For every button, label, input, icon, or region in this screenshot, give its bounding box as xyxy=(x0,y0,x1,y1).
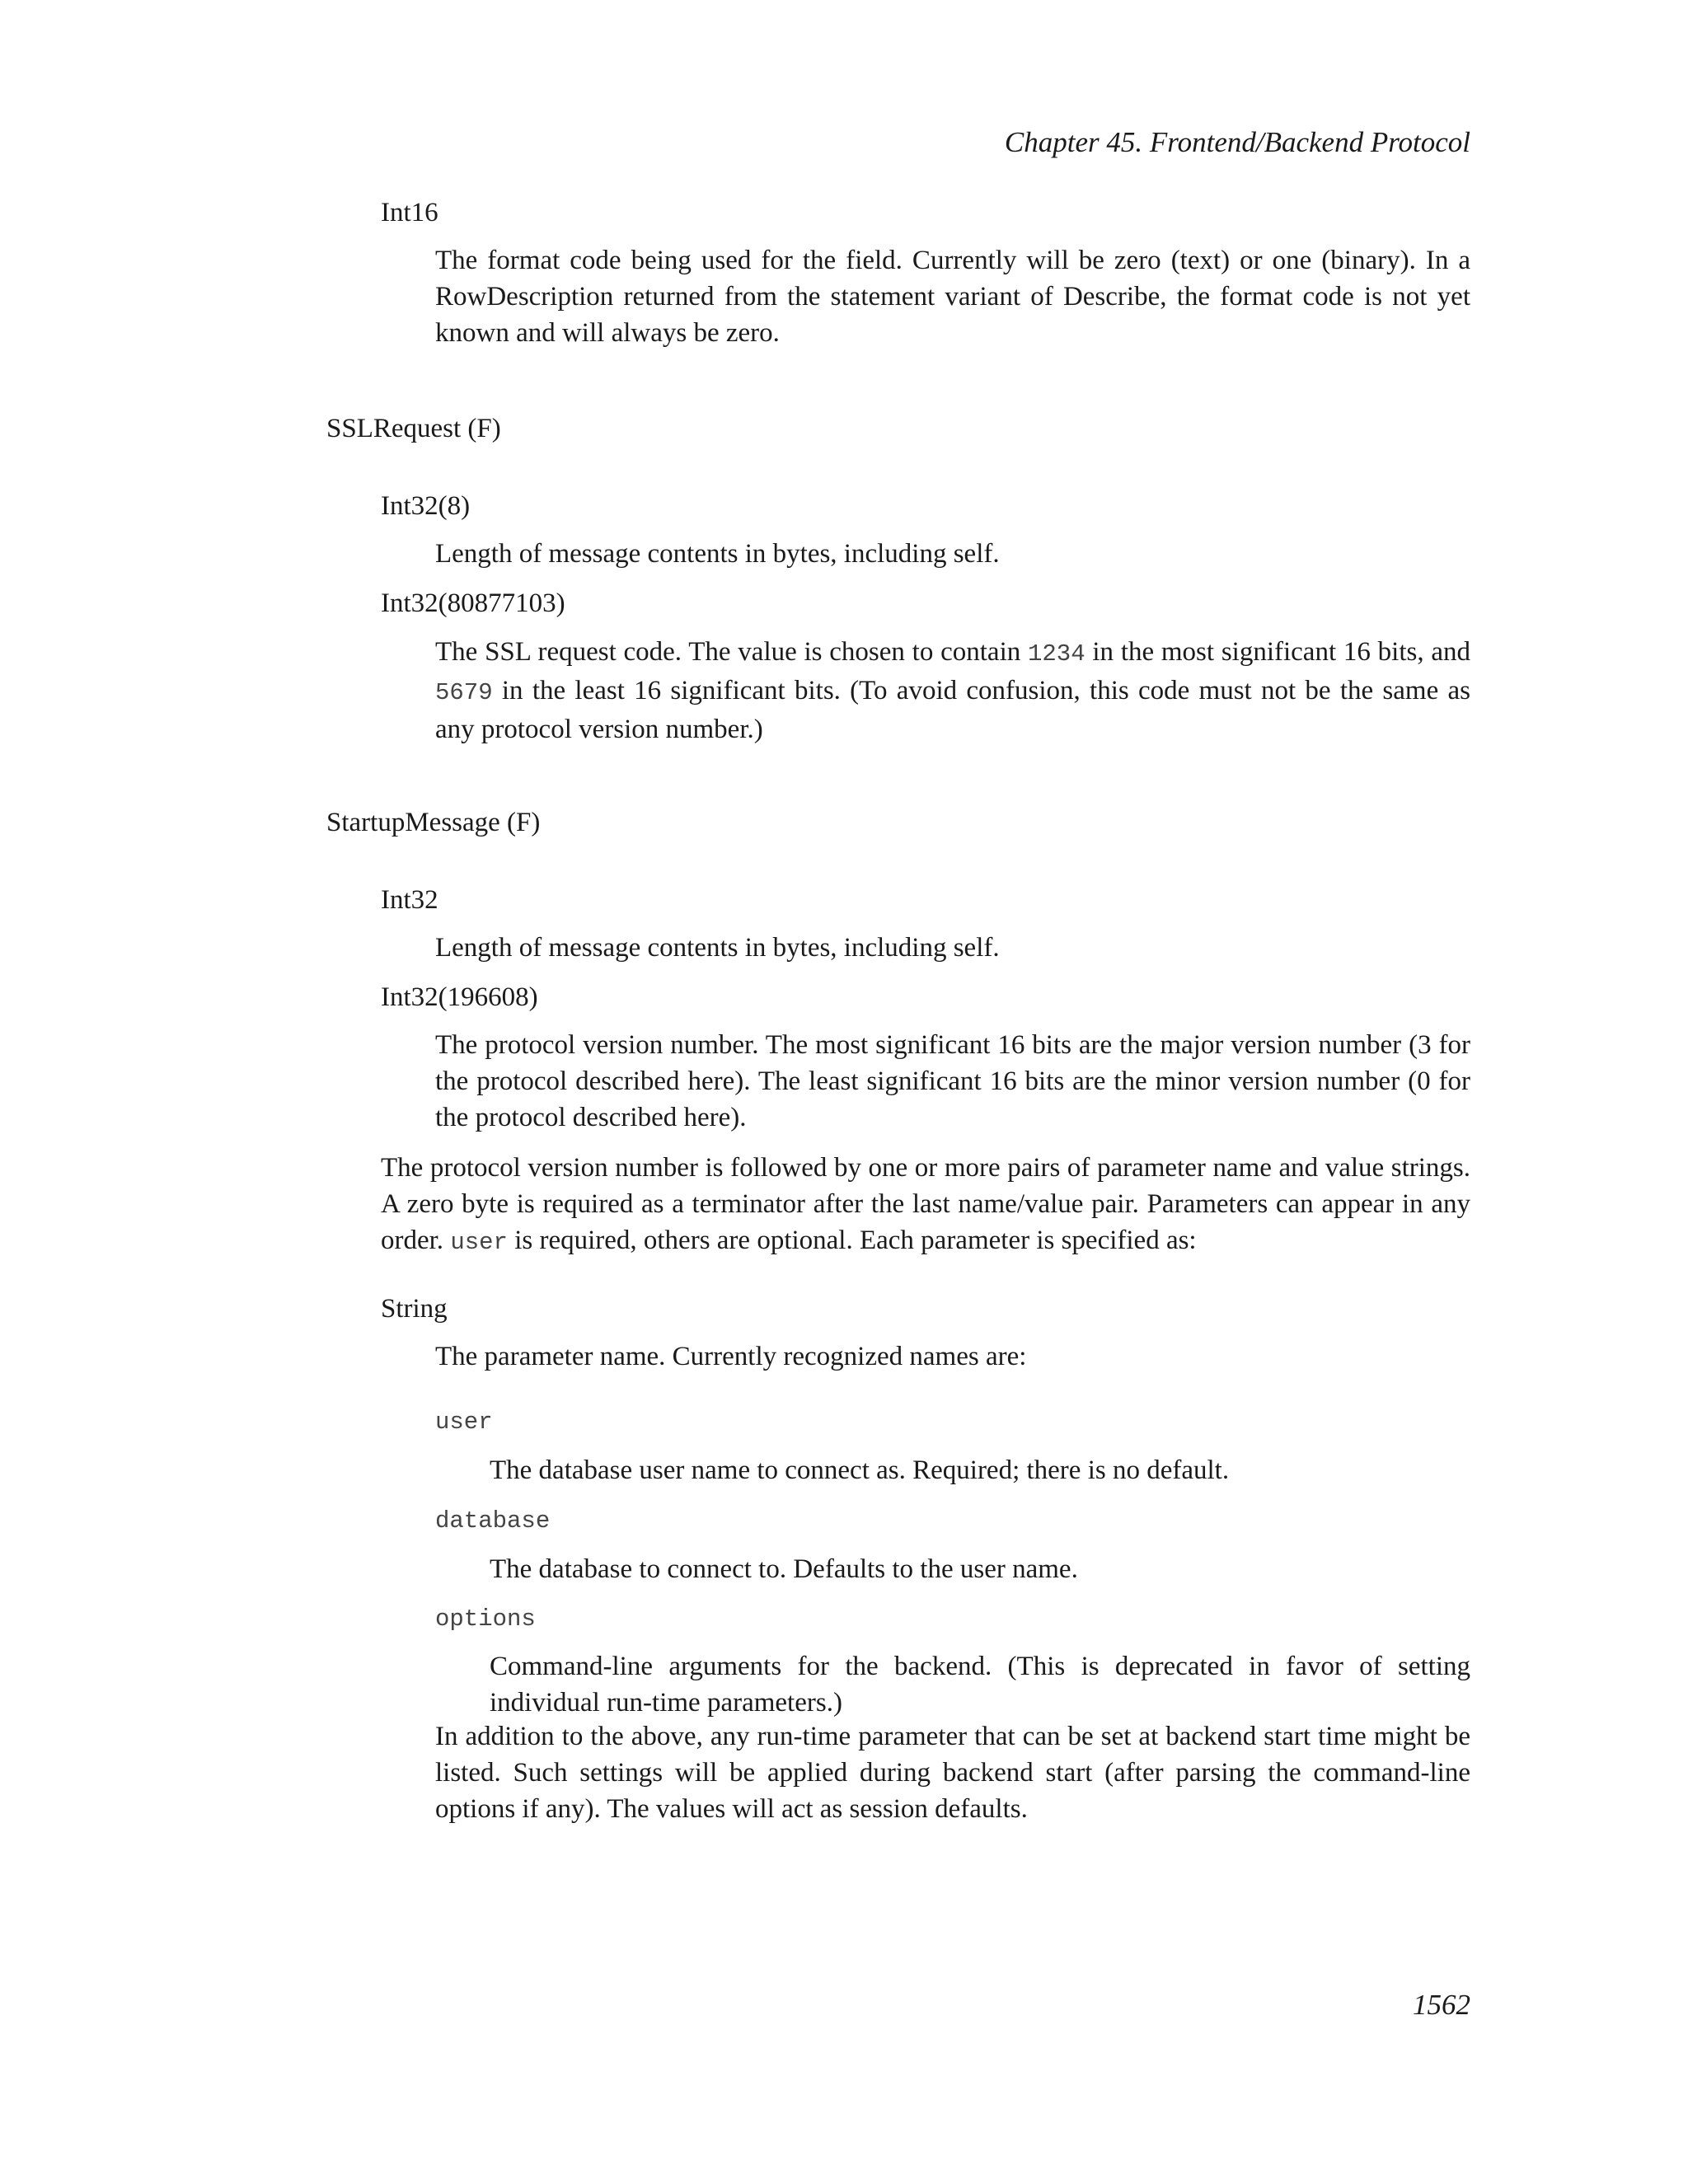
code-user: user xyxy=(450,1229,508,1256)
intro-text: is required, others are optional. Each parameter is specified as: xyxy=(507,1226,1197,1255)
param-desc-database: The database to connect to. Defaults to the user name. xyxy=(490,1554,1078,1584)
field-term-int32-196608: Int32(196608) xyxy=(381,982,538,1012)
field-term-string: String xyxy=(381,1294,448,1324)
page-number: 1562 xyxy=(1413,1989,1470,2021)
field-term-int32-80877103: Int32(80877103) xyxy=(381,588,565,618)
field-desc-int32: Length of message contents in bytes, including self. xyxy=(435,933,1000,963)
field-desc-string: The parameter name. Currently recognized names are: xyxy=(435,1342,1027,1371)
field-desc-int32-80877103 xyxy=(435,634,1470,748)
startup-closing-paragraph: In addition to the above, any run-time parameter that can be set at backend start time might be listed. Such settings will be applied during backend start (after parsing the command-line options if any). The values will act as session defaults. xyxy=(435,1722,1470,1824)
desc-text: in the least 16 significant bits. (To avoid confusion, this code must not be the same as any protocol version number.) xyxy=(435,676,1470,744)
field-desc-int32-196608: The protocol version number. The most significant 16 bits are the major version number (3 for the protocol described here). The least significant 16 bits are the minor version number (0 for the protocol described here). xyxy=(435,1030,1470,1132)
field-desc-int16: The format code being used for the field. Currently will be zero (text) or one (binary). In a RowDescription returned from the statement variant of Describe, the format code is not yet known and will always be zero. xyxy=(435,246,1470,348)
param-desc-options: Command-line arguments for the backend. (This is deprecated in favor of setting individual run-time parameters.) xyxy=(490,1652,1470,1718)
message-title-sslrequest: SSLRequest (F) xyxy=(326,414,501,443)
desc-text: in the most significant 16 bits, and xyxy=(1085,637,1470,667)
code-5679: 5679 xyxy=(435,679,493,706)
param-name-database: database xyxy=(435,1507,551,1535)
field-term-int32: Int32 xyxy=(381,885,438,915)
param-name-options: options xyxy=(435,1605,536,1633)
code-1234: 1234 xyxy=(1028,640,1085,668)
field-desc-int32-8: Length of message contents in bytes, including self. xyxy=(435,539,1000,569)
field-term-int16: Int16 xyxy=(381,198,438,227)
message-title-startupmessage: StartupMessage (F) xyxy=(326,808,541,837)
desc-text: The SSL request code. The value is chosen to contain xyxy=(435,637,1028,667)
startup-intro-paragraph xyxy=(381,1150,1470,1261)
param-desc-user: The database user name to connect as. Required; there is no default. xyxy=(490,1455,1230,1485)
intro-text: The protocol version number is followed by one or more pairs of parameter name and value strings. A zero byte is required as a terminator after the last name/value pair. Parameters can appear in any order. xyxy=(381,1153,1470,1255)
field-term-int32-8: Int32(8) xyxy=(381,491,471,521)
param-name-user: user xyxy=(435,1408,493,1436)
running-header: Chapter 45. Frontend/Backend Protocol xyxy=(1004,126,1470,158)
